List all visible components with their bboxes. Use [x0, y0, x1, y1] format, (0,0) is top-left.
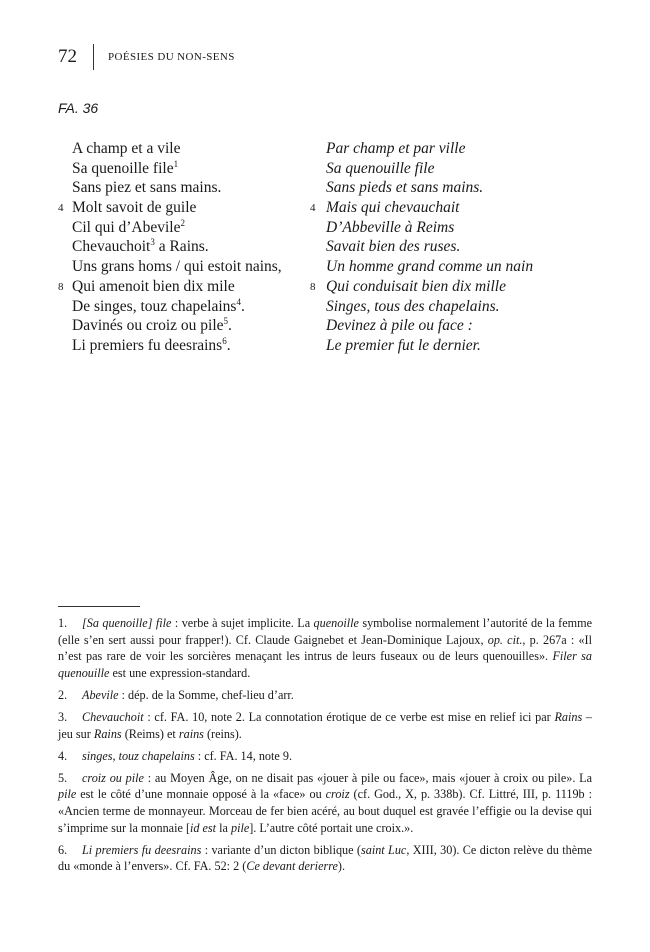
translation-line [310, 139, 600, 159]
poem-line [58, 218, 320, 238]
text-segment: Davinés ou croiz ou pile [72, 317, 224, 335]
translation-line [310, 198, 600, 218]
footnote-ref: 1 [173, 158, 179, 169]
text-segment: la [216, 820, 231, 835]
text-segment: (reins). [203, 726, 242, 741]
line-text [72, 257, 282, 277]
footnotes [58, 615, 592, 880]
translation-line [310, 159, 600, 179]
footnote-divider [58, 606, 140, 607]
footnote-ref: 3 [150, 237, 155, 248]
line-number: 4 [310, 202, 316, 215]
line-text [72, 336, 231, 356]
italic-segment: pile [58, 787, 77, 802]
italic-segment: croiz [325, 787, 350, 802]
footnote [58, 709, 592, 742]
text-segment: a Rains. [154, 238, 209, 256]
text-segment: (Reims) et [121, 726, 179, 741]
footnote [58, 748, 592, 765]
text-segment: : variante d’un dicton biblique ( [201, 842, 361, 857]
line-text [72, 316, 232, 336]
text-segment: Cil qui d’Abevile [72, 218, 181, 236]
poem-label: FA. 36 [58, 100, 99, 116]
line-text [72, 237, 209, 257]
text-segment: , p. 267a : «Il n’est pas rare de voir les sorcières menaçant les intrus de leurs fuseaux ou de leurs quenouilles». [58, 632, 592, 664]
footnote [58, 687, 592, 704]
text-segment: De singes, touz chapelains [72, 297, 237, 315]
footnote-number: 3. [58, 709, 68, 724]
poem-line [58, 237, 320, 257]
footnote [58, 842, 592, 875]
line-text [72, 178, 221, 198]
line-text: D’Abbeville à Reims [326, 218, 455, 236]
text-segment: Sans piez et sans mains. [72, 179, 222, 197]
poem-line [58, 198, 320, 218]
line-text: Un homme grand comme un nain [326, 258, 534, 276]
text-segment: ). [337, 859, 346, 874]
text-segment: Uns grans homs / qui estoit nains, [72, 258, 282, 276]
footnote-number: 5. [58, 770, 68, 785]
text-segment: : au Moyen Âge, on ne disait pas «jouer à pile ou face», mais «jouer à croix ou pile». La [143, 770, 592, 785]
italic-segment: Chevauchoit [82, 709, 144, 724]
italic-segment: id est [190, 820, 217, 835]
text-segment: Molt savoit de guile [72, 199, 197, 217]
poem-line [58, 159, 320, 179]
poem-line [58, 336, 320, 356]
italic-segment: Filer sa quenouille [58, 649, 592, 680]
text-segment: Chevauchoit [72, 238, 151, 256]
footnote-number: 1. [58, 616, 68, 630]
italic-segment: pile [230, 820, 250, 835]
text-segment: : cf. FA. 14, note 9. [194, 748, 292, 763]
page-header [58, 44, 235, 70]
line-text [72, 218, 185, 238]
italic-segment: Rains [554, 709, 583, 724]
translation-line [310, 218, 600, 238]
text-segment: est le côté d’une monnaie opposé à la «face» ou [76, 787, 326, 802]
italic-segment: singes, touz chapelains [82, 748, 195, 763]
text-segment: ]. L’autre côté portait une croix.». [249, 820, 414, 835]
line-text: Devinez à pile ou face : [326, 317, 473, 335]
text-segment: Li premiers fu deesrains [72, 336, 223, 354]
italic-segment: rains [178, 726, 204, 741]
text-segment: . [226, 336, 231, 354]
translation-line [310, 178, 600, 198]
line-text: Sa quenouille file [326, 159, 435, 177]
line-number: 8 [310, 280, 316, 293]
line-number: 8 [58, 280, 64, 293]
footnote-ref: 4 [236, 296, 241, 307]
text-segment: est une expression-standard. [109, 665, 251, 680]
translation-line [310, 316, 600, 336]
translation-line [310, 257, 600, 277]
text-segment: . [240, 297, 245, 315]
text-segment: , XIII, 30). Ce dicton relève du thème du «monde à l’envers». Cf. FA. 52: 2 ( [58, 842, 593, 874]
text-segment: : verbe à sujet implicite. La [171, 616, 314, 630]
footnote-ref: 2 [180, 217, 185, 228]
line-text: Singes, tous des chapelains. [326, 297, 500, 315]
line-text [72, 159, 178, 179]
page-number: 72 [58, 46, 77, 67]
poem-line [58, 178, 320, 198]
line-text [72, 277, 235, 297]
translation-poem [310, 139, 600, 356]
line-text: Sans pieds et sans mains. [326, 179, 484, 197]
text-segment: : dép. de la Somme, chef-lieu d’arr. [118, 687, 294, 702]
footnote [58, 615, 592, 681]
line-number: 4 [58, 202, 64, 215]
line-text: Mais qui chevauchait [326, 199, 460, 217]
footnote-number: 6. [58, 842, 68, 857]
line-text: Le premier fut le dernier. [326, 336, 481, 354]
header-divider [93, 44, 94, 70]
text-segment: A champ et a vile [72, 140, 181, 157]
text-segment: Qui amenoit bien dix mile [72, 277, 235, 295]
text-segment: : cf. FA. 10, note 2. La connotation érotique de ce verbe est mise en relief ici par [143, 709, 555, 724]
text-segment: (cf. God., X, p. 338b). Cf. Littré, III, p. 1119b : «Ancien terme de monnayeur. Morceau de fer bien acéré, au bout duquel est gravée l’effigie ou la devise qui s’imprime sur la monnaie [ [58, 787, 592, 835]
poem-line [58, 277, 320, 297]
italic-segment: Abevile [82, 687, 119, 702]
italic-segment: croiz ou pile [82, 770, 144, 785]
line-text: Par champ et par ville [326, 140, 466, 157]
line-text [72, 297, 245, 317]
poem-line [58, 316, 320, 336]
line-text [72, 198, 196, 218]
translation-line [310, 336, 600, 356]
italic-segment: quenoille [313, 616, 359, 630]
italic-segment: saint Luc [360, 842, 407, 857]
poem-line [58, 139, 320, 159]
running-title: POÉSIES DU NON-SENS [108, 51, 235, 63]
line-text [72, 139, 180, 159]
italic-segment: [Sa quenoille] file [82, 616, 172, 630]
footnote-ref: 6 [222, 335, 227, 346]
poem-line [58, 297, 320, 317]
text-segment: . [228, 317, 232, 335]
translation-line [310, 277, 600, 297]
poem-line [58, 257, 320, 277]
translation-line [310, 297, 600, 317]
italic-segment: op. cit. [487, 632, 523, 647]
text-segment: – jeu sur [58, 709, 593, 741]
italic-segment: Ce devant derierre [246, 859, 338, 874]
italic-segment: Li premiers fu deesrains [82, 842, 202, 857]
translation-line [310, 237, 600, 257]
footnote [58, 770, 592, 836]
footnote-number: 4. [58, 748, 68, 763]
text-segment: Sa quenoille file [72, 159, 174, 177]
italic-segment: Rains [93, 726, 122, 741]
footnote-number: 2. [58, 687, 68, 702]
original-poem [58, 139, 320, 356]
line-text: Qui conduisait bien dix mille [326, 277, 506, 295]
footnote-ref: 5 [223, 316, 229, 327]
line-text: Savait bien des ruses. [326, 238, 461, 256]
text-segment: symbolise normalement l’autorité de la femme (elle s’en sert aussi pour frapper!). Cf. Claude Gaignebet et Jean-Dominique Lajoux, [58, 616, 592, 647]
